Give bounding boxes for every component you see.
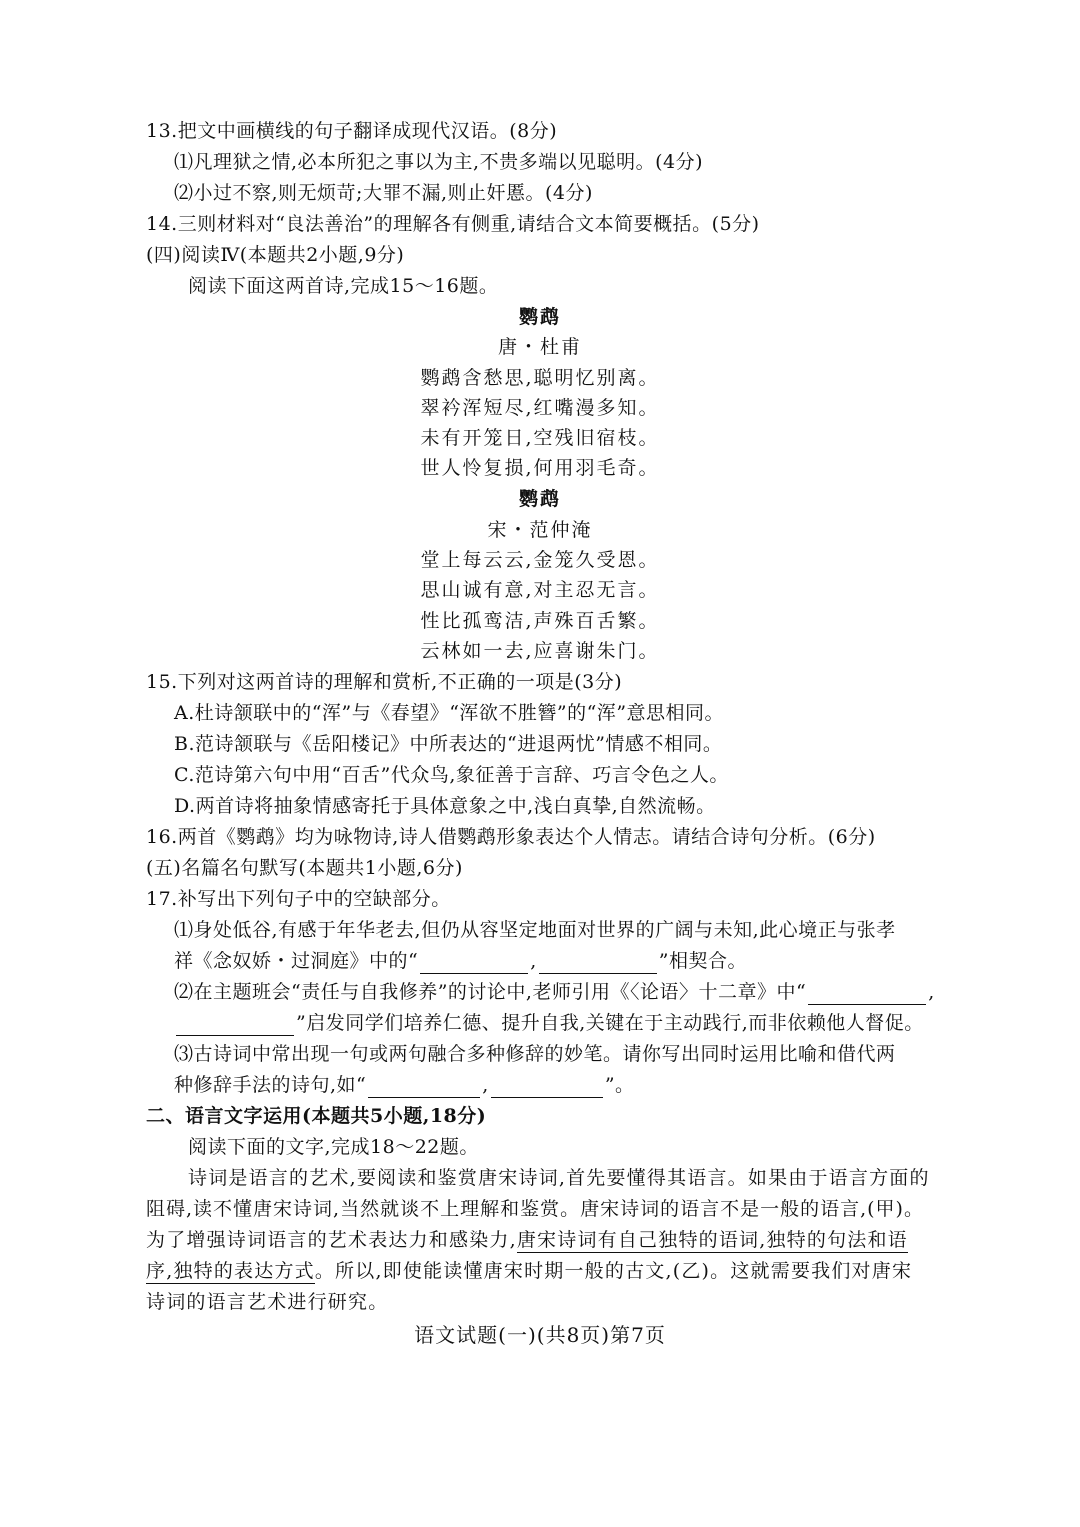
q16-stem: 16.两首《鹦鹉》均为咏物诗,诗人借鹦鹉形象表达个人情志。请结合诗句分析。(6分) <box>146 826 876 848</box>
poem1-line: 翠衿浑短尽,红嘴漫多知。 <box>420 397 660 419</box>
passage-line5: 诗词的语言艺术进行研究。 <box>146 1291 389 1313</box>
q17-part2-line1 <box>174 979 935 1005</box>
q17-part2-prefix: ⑵在主题班会“责任与自我修养”的讨论中,老师引用《〈论语〉十二章》中“ <box>174 981 807 1003</box>
q17-part1-prefix: 祥《念奴娇・过洞庭》中的“ <box>174 950 419 972</box>
poem2-author: 宋・范仲淹 <box>487 519 593 541</box>
q13-sub1: ⑴凡理狱之情,必本所犯之事以为主,不贵多端以见聪明。(4分) <box>174 151 703 173</box>
poem1-title: 鹦鹉 <box>518 306 561 328</box>
poem2-line: 堂上每云云,金笼久受恩。 <box>420 549 660 571</box>
answer-blank[interactable] <box>420 953 528 974</box>
q17-part3-comma: , <box>482 1074 489 1096</box>
answer-blank[interactable] <box>539 953 657 974</box>
poem1-author: 唐・杜甫 <box>497 336 582 358</box>
part2-title: 二、语言文字运用(本题共5小题,18分) <box>146 1105 487 1127</box>
q15-option-d: D.两首诗将抽象情感寄托于具体意象之中,浅白真挚,自然流畅。 <box>174 795 716 817</box>
q17-stem: 17.补写出下列句子中的空缺部分。 <box>146 888 451 910</box>
q13-sub2: ⑵小过不察,则无烦苛;大罪不漏,则止奸慝。(4分) <box>174 182 593 204</box>
q17-part3-suffix: ”。 <box>604 1074 635 1096</box>
answer-blank[interactable] <box>176 1015 294 1036</box>
passage-line2: 阻碍,读不懂唐宋诗词,当然就谈不上理解和鉴赏。唐宋诗词的语言不是一般的语言,(甲)。 <box>146 1198 924 1220</box>
q17-part1-line1: ⑴身处低谷,有感于年华老去,但仍从容坚定地面对世界的广阔与未知,此心境正与张孝 <box>174 919 896 941</box>
passage-line4 <box>146 1258 912 1284</box>
answer-blank[interactable] <box>491 1077 603 1098</box>
poem1-line: 未有开笼日,空残旧宿枝。 <box>420 427 660 449</box>
poem1-line: 鹦鹉含愁思,聪明忆别离。 <box>420 367 660 389</box>
poem1-line: 世人怜复损,何用羽毛奇。 <box>420 457 660 479</box>
q17-part1-line2 <box>174 948 747 974</box>
page-footer: 语文试题(一)(共8页)第7页 <box>414 1323 666 1347</box>
q15-option-a: A.杜诗颔联中的“浑”与《春望》“浑欲不胜簪”的“浑”意思相同。 <box>174 702 725 724</box>
q15-option-b: B.范诗颔联与《岳阳楼记》中所表达的“进退两忧”情感不相同。 <box>174 733 723 755</box>
part2-instruction: 阅读下面的文字,完成18～22题。 <box>188 1136 479 1158</box>
q17-part3-prefix: 种修辞手法的诗句,如“ <box>174 1074 367 1096</box>
passage-line1: 诗词是语言的艺术,要阅读和鉴赏唐宋诗词,首先要懂得其语言。如果由于语言方面的 <box>188 1167 930 1189</box>
answer-blank[interactable] <box>368 1077 480 1098</box>
q17-part1-comma: , <box>530 950 537 972</box>
poem2-line: 性比孤鸾洁,声殊百舌繁。 <box>420 610 660 632</box>
passage-line3 <box>146 1227 908 1253</box>
passage-line4-text: 。所以,即使能读懂唐宋时期一般的古文,(乙)。这就需要我们对唐宋 <box>314 1260 913 1282</box>
section4-title: (四)阅读Ⅳ(本题共2小题,9分) <box>146 244 405 266</box>
q17-part3-line2 <box>174 1072 635 1098</box>
poem2-title: 鹦鹉 <box>518 488 561 510</box>
q15-stem: 15.下列对这两首诗的理解和赏析,不正确的一项是(3分) <box>146 671 623 693</box>
q17-part3-line1: ⑶古诗词中常出现一句或两句融合多种修辞的妙笔。请你写出同时运用比喻和借代两 <box>174 1043 896 1065</box>
section4-instruction: 阅读下面这两首诗,完成15～16题。 <box>188 275 499 297</box>
underlined-sentence: 唐宋诗词有自己独特的语词,独特的句法和语 <box>516 1229 908 1251</box>
q17-part2-comma: , <box>928 981 935 1003</box>
underlined-sentence: 序,独特的表达方式 <box>146 1260 315 1282</box>
passage-line3-text: 为了增强诗词语言的艺术表达力和感染力, <box>146 1229 517 1251</box>
poem2-line: 思山诚有意,对主忍无言。 <box>420 579 660 601</box>
section5-title: (五)名篇名句默写(本题共1小题,6分) <box>146 857 463 879</box>
q15-option-c: C.范诗第六句中用“百舌”代众鸟,象征善于言辞、巧言令色之人。 <box>174 764 729 786</box>
answer-blank[interactable] <box>808 984 926 1005</box>
q13-stem: 13.把文中画横线的句子翻译成现代汉语。(8分) <box>146 120 558 142</box>
q17-part2-line2 <box>174 1010 924 1036</box>
q17-part2-suffix: ”启发同学们培养仁德、提升自我,关键在于主动践行,而非依赖他人督促。 <box>296 1012 924 1034</box>
q17-part1-suffix: ”相契合。 <box>658 950 747 972</box>
q14-stem: 14.三则材料对“良法善治”的理解各有侧重,请结合文本简要概括。(5分) <box>146 213 760 235</box>
poem2-line: 云林如一去,应喜谢朱门。 <box>420 640 660 662</box>
